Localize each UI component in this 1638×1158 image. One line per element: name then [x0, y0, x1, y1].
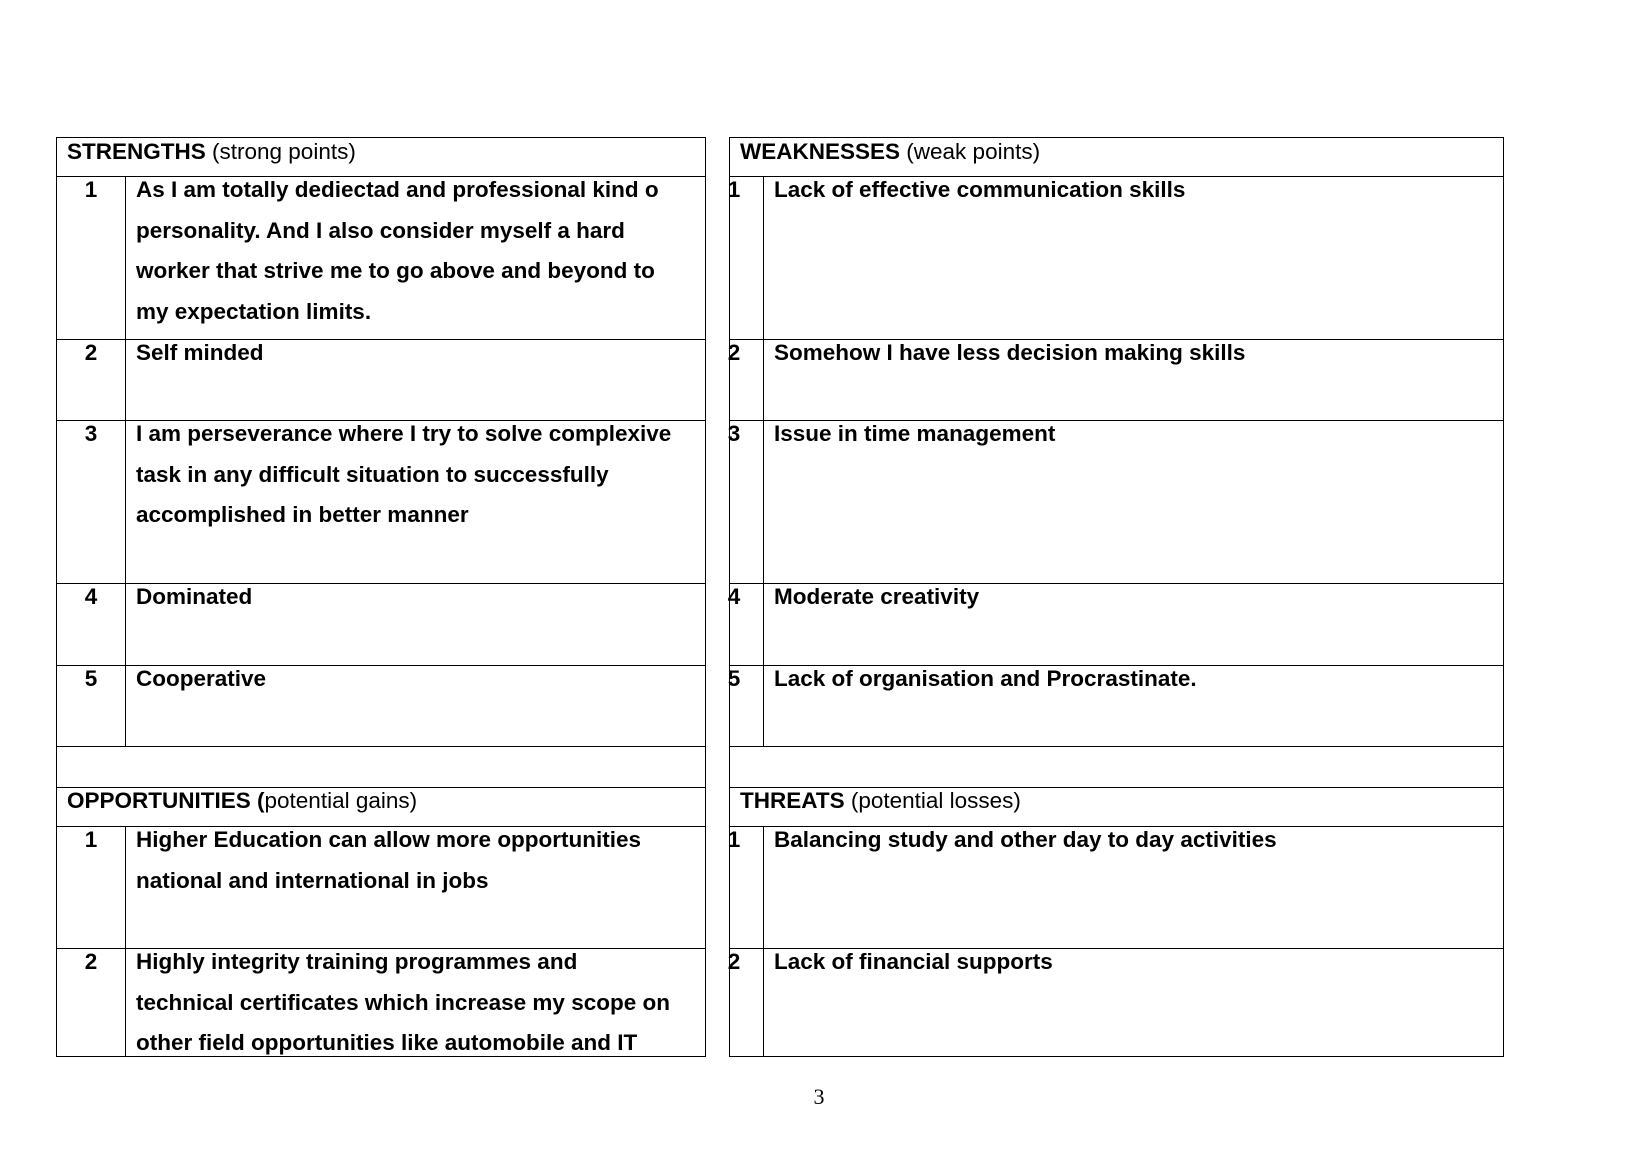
- strength-number: 2: [84, 340, 98, 365]
- weaknesses-header: [740, 132, 1040, 173]
- threats-subtitle: (potential losses): [844, 788, 1021, 813]
- strength-line: worker that strive me to go above and beyond to: [136, 258, 655, 283]
- rule: [125, 826, 126, 1057]
- threat-line: Balancing study and other day to day activities: [774, 827, 1277, 852]
- weaknesses-title: WEAKNESSES: [740, 139, 901, 164]
- opportunities-header: [67, 781, 417, 822]
- strength-line: task in any difficult situation to successfully: [136, 462, 609, 487]
- weakness-line: Moderate creativity: [774, 584, 980, 609]
- strength-line: Dominated: [136, 584, 253, 609]
- weakness-line: Lack of effective communication skills: [774, 177, 1186, 202]
- opportunity-number: 1: [84, 827, 98, 852]
- strength-line: my expectation limits.: [136, 299, 372, 324]
- strength-number: 3: [84, 421, 98, 446]
- rule: [729, 746, 1504, 747]
- strengths-subtitle: (strong points): [205, 139, 356, 164]
- weakness-number: 2: [727, 340, 741, 365]
- strength-number: 1: [84, 177, 98, 202]
- rule: [729, 1056, 1504, 1057]
- opportunities-subtitle: potential gains): [264, 788, 418, 813]
- opportunity-line: Higher Education can allow more opportunities: [136, 827, 642, 852]
- strength-line: personality. And I also consider myself a hard: [136, 218, 625, 243]
- rule: [125, 176, 126, 747]
- opportunities-title: OPPORTUNITIES (: [67, 788, 265, 813]
- strength-number: 5: [84, 666, 98, 691]
- rule: [56, 137, 57, 1057]
- opportunity-line: other field opportunities like automobile and IT: [136, 1030, 638, 1055]
- strengths-header: [67, 132, 356, 173]
- weaknesses-subtitle: (weak points): [900, 139, 1041, 164]
- page-number: 3: [813, 1084, 825, 1109]
- weakness-number: 4: [727, 584, 741, 609]
- threat-number: 2: [727, 949, 741, 974]
- threat-line: Lack of financial supports: [774, 949, 1053, 974]
- strength-line: Self minded: [136, 340, 264, 365]
- threat-number: 1: [727, 827, 741, 852]
- opportunity-line: technical certificates which increase my scope on: [136, 990, 670, 1015]
- strength-line: Cooperative: [136, 666, 267, 691]
- strength-line: As I am totally dediectad and professional kind o: [136, 177, 659, 202]
- rule: [1503, 137, 1504, 1057]
- strengths-title: STRENGTHS: [67, 139, 206, 164]
- strength-line: accomplished in better manner: [136, 502, 469, 527]
- opportunity-line: national and international in jobs: [136, 868, 489, 893]
- weakness-line: Somehow I have less decision making skills: [774, 340, 1246, 365]
- weakness-number: 1: [727, 177, 741, 202]
- weakness-number: 3: [727, 421, 741, 446]
- weakness-line: Lack of organisation and Procrastinate.: [774, 666, 1197, 691]
- threats-header: [740, 781, 1021, 822]
- strength-number: 4: [84, 584, 98, 609]
- strength-line: I am perseverance where I try to solve complexive: [136, 421, 672, 446]
- opportunity-number: 2: [84, 949, 98, 974]
- weakness-line: Issue in time management: [774, 421, 1056, 446]
- weakness-number: 5: [727, 666, 741, 691]
- opportunity-line: Highly integrity training programmes and: [136, 949, 578, 974]
- threats-title: THREATS: [740, 788, 845, 813]
- rule: [56, 746, 706, 747]
